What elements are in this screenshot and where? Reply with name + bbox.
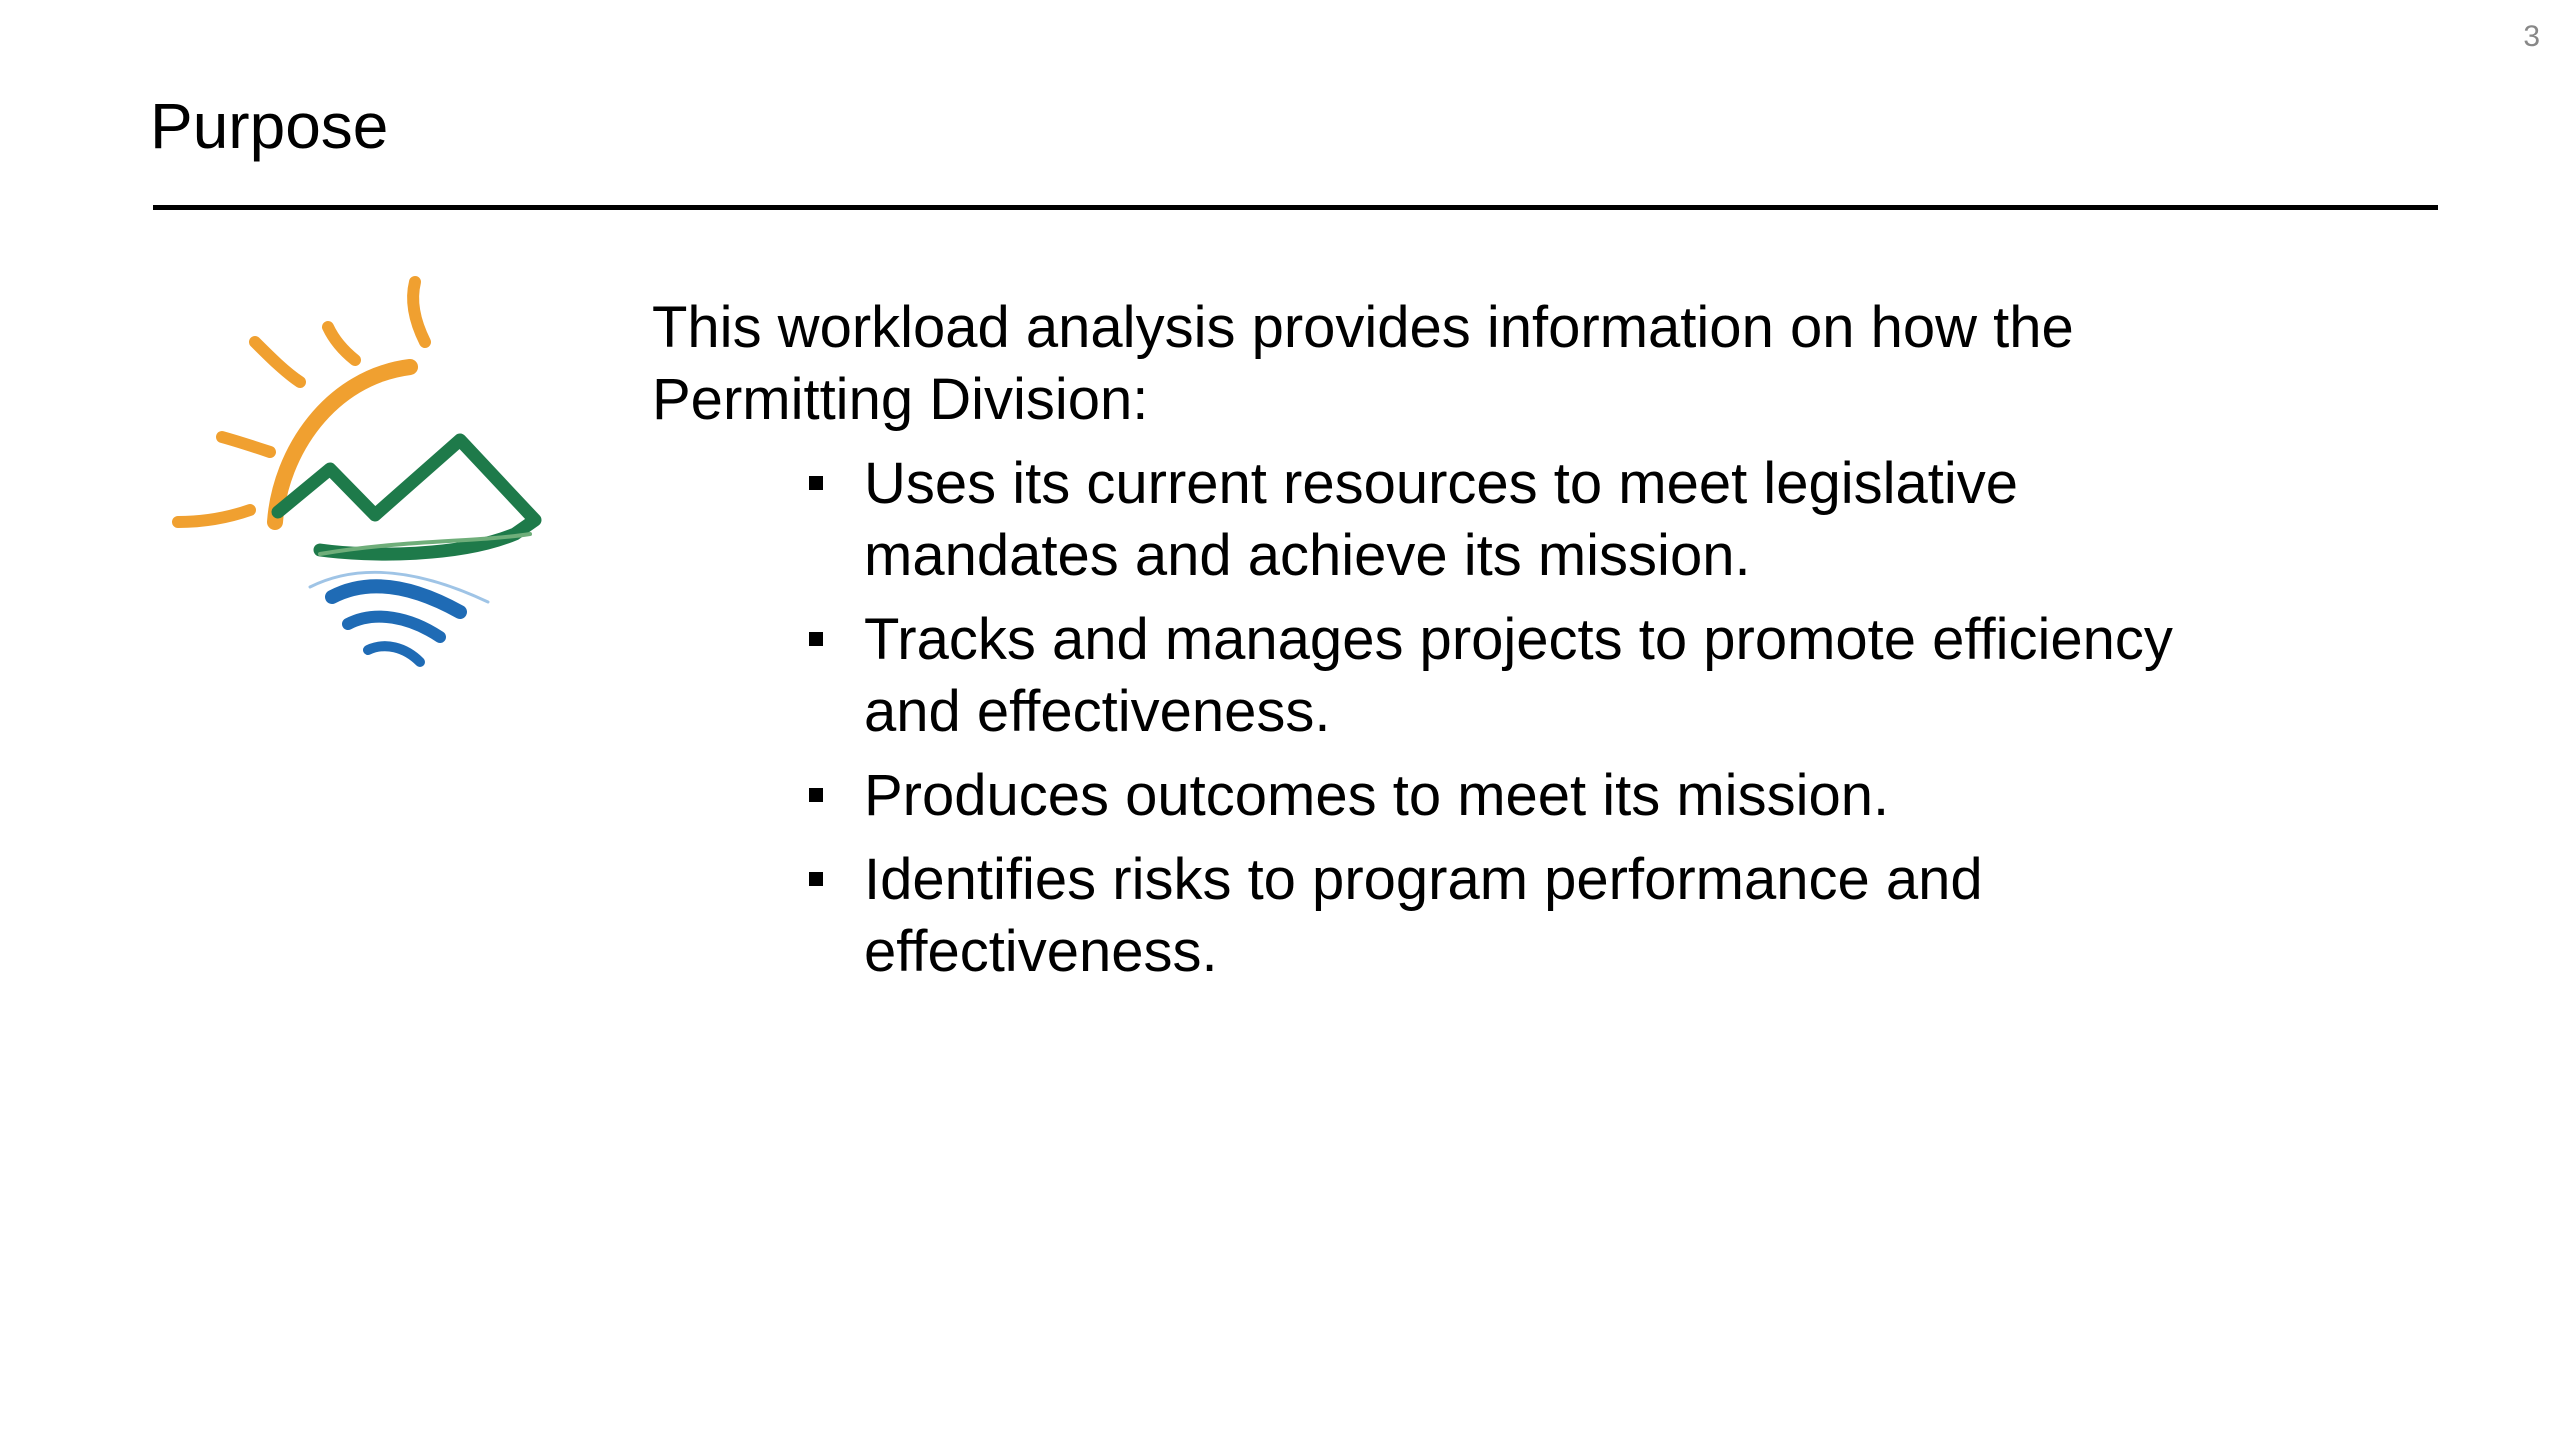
slide-body <box>652 292 2412 1000</box>
bullet-item <box>809 448 2264 592</box>
bullet-item <box>809 760 2264 832</box>
square-bullet-icon <box>809 632 823 646</box>
bullet-list <box>652 448 2412 988</box>
title-divider <box>153 205 2438 210</box>
bullet-text: Identifies risks to program performance and effectiveness. <box>864 847 1983 984</box>
square-bullet-icon <box>809 872 823 886</box>
bullet-text: Tracks and manages projects to promote efficiency and effectiveness. <box>864 607 2173 744</box>
intro-text: This workload analysis provides information on how the Permitting Division: <box>652 295 2074 432</box>
bullet-text: Uses its current resources to meet legislative mandates and achieve its mission. <box>864 451 2018 588</box>
slide-title: Purpose <box>150 90 389 162</box>
square-bullet-icon <box>809 476 823 490</box>
square-bullet-icon <box>809 788 823 802</box>
page-number: 3 <box>2523 20 2540 53</box>
bullet-item <box>809 844 2264 988</box>
bullet-text: Produces outcomes to meet its mission. <box>864 763 1890 828</box>
sun-mountain-water-logo <box>170 272 550 682</box>
bullet-item <box>809 604 2264 748</box>
